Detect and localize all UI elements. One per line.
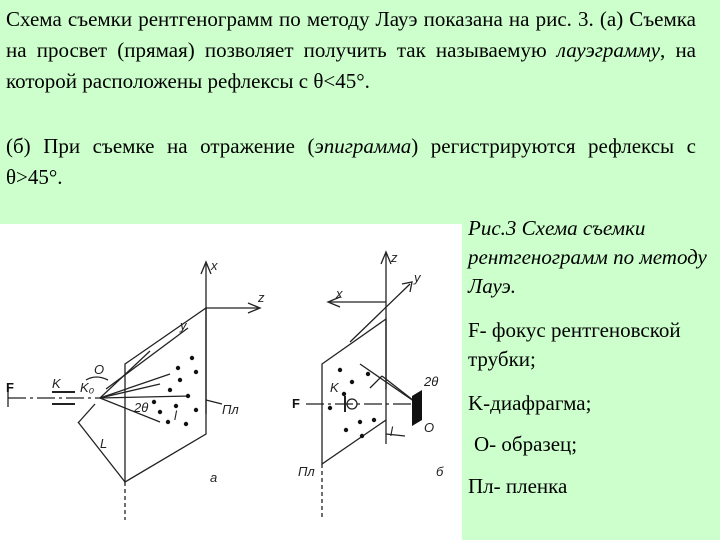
label-b-F: F — [292, 396, 300, 411]
label-b-y: y — [414, 270, 421, 285]
label-a-l: l — [174, 408, 177, 423]
intro-text-b1: (б) При съемке на отражение ( — [6, 134, 315, 158]
legend-item-diaphragm: K-диафрагма; — [468, 391, 592, 415]
intro-paragraph-a — [6, 4, 696, 97]
label-a-x: x — [211, 258, 218, 273]
label-a-2theta: 2θ — [134, 400, 149, 415]
label-a-K0: K₀ — [80, 380, 95, 395]
legend-item-focus: F- фокус рентгеновской трубки; — [468, 318, 681, 371]
legend-item-film: Пл- пленка — [468, 474, 568, 498]
laue-diagram — [0, 224, 462, 540]
label-b-z: z — [391, 250, 398, 265]
laue-spots-b — [328, 368, 376, 438]
label-b-letter: б — [436, 464, 444, 479]
legend-item-sample: O- образец; — [474, 432, 578, 456]
label-a-y: y — [180, 318, 187, 333]
label-b-2theta: 2θ — [424, 374, 439, 389]
intro-text-a1: Схема съемки рентгенограмм по методу Лауэ показана на рис. 3. (а) Съемка на просвет (прямая) позволяет получить так называемую — [6, 7, 696, 62]
sample-b — [412, 390, 422, 426]
label-b-O: O — [424, 420, 435, 435]
figure-caption-title: Рис.3 Схема съемки рентгенограмм по методу Лауэ. — [468, 216, 707, 298]
label-a-L: L — [100, 436, 108, 451]
intro-paragraph-b — [6, 131, 696, 193]
intro-text-b2: ) регистрируются рефлексы с θ>45°. — [6, 134, 696, 189]
intro-term-laue: лауэграмму — [556, 38, 661, 62]
label-a-O: O — [94, 362, 105, 377]
label-b-K: K — [330, 380, 339, 395]
panel-a-geometry — [8, 262, 260, 520]
label-b-l: l — [390, 424, 393, 439]
label-a-z: z — [258, 290, 265, 305]
panel-b-geometry — [306, 252, 420, 520]
film-plane-a — [125, 308, 206, 482]
label-a-K: K — [52, 376, 61, 391]
label-b-Pl: Пл — [298, 464, 315, 479]
intro-term-epigram: эпиграмма — [314, 134, 412, 158]
intro-text-a2: , на которой расположены рефлексы с θ<45°. — [6, 38, 696, 93]
label-a-letter: а — [210, 470, 218, 485]
laue-diagram-svg — [0, 224, 462, 540]
label-b-x: x — [336, 286, 343, 301]
label-a-F: F — [6, 380, 14, 395]
label-a-Pl: Пл — [222, 402, 239, 417]
